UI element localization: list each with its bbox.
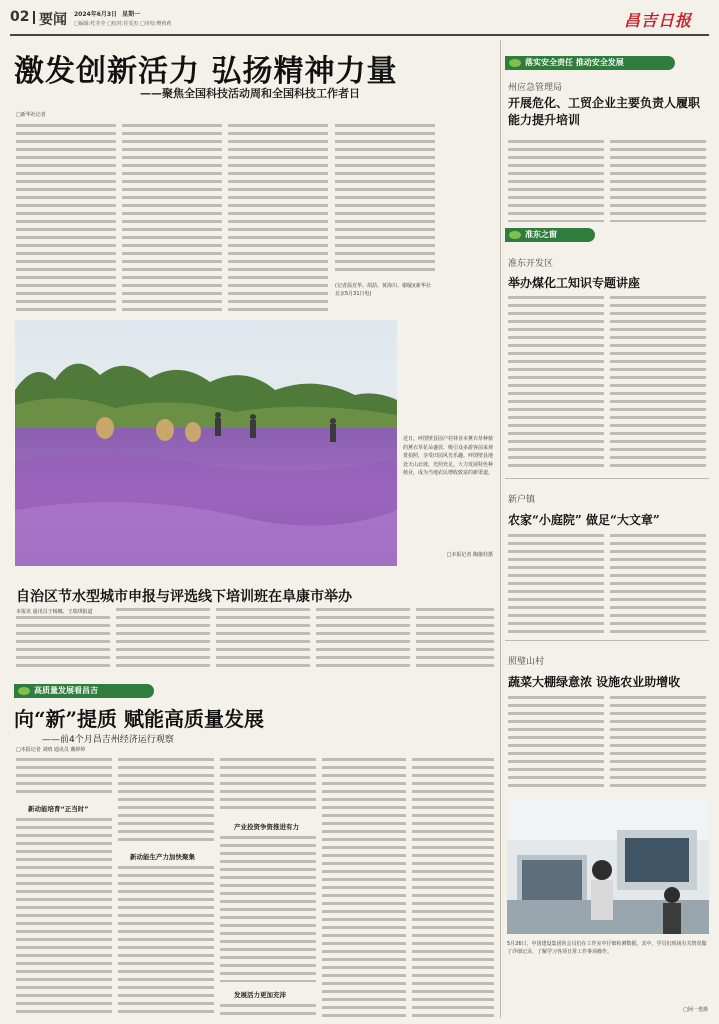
story2-body-col-5 [416, 608, 494, 672]
editor-credits: □编辑:牝莹莹 □校对:任雯杰 □审校:樊莉莉 [74, 21, 172, 27]
story2-body-col-4 [316, 608, 410, 672]
workshop-photo-credit: □阿一勇摄 [683, 1007, 708, 1013]
quality-subhead-4: 发展活力更加充沛 [234, 991, 286, 999]
lead-source: □新华社记者 [16, 112, 46, 118]
quality-subhead-2: 新动能生产力加快聚集 [130, 853, 195, 861]
zhundong-kicker: 准东开发区 [508, 259, 554, 269]
section-banner-quality-label: 高质量发展看昌吉 [34, 686, 98, 695]
story2-headline: 自治区节水型城市申报与评选线下培训班在阜康市举办 [16, 589, 352, 605]
section-name: 要闻 [39, 12, 67, 28]
safety-body-col-2 [610, 140, 706, 222]
quality-body-col-3a [220, 758, 316, 814]
zhaobi-kicker: 照璧山村 [508, 657, 545, 667]
quality-body-col-3c [220, 1004, 316, 1018]
lavender-photo-credit: □本报记者 陶俊娃摄 [446, 552, 493, 558]
quality-body-col-3b [220, 836, 316, 982]
issue-date [74, 9, 140, 18]
lead-body-col-3 [228, 124, 328, 311]
quality-body-col-4 [322, 758, 406, 1018]
workshop-photo [507, 800, 709, 934]
zhaobi-body-col-2 [610, 696, 706, 790]
section-divider-bar [33, 11, 35, 24]
xinhu-body-col-2 [610, 534, 706, 634]
lavender-photo [15, 320, 397, 566]
quality-body-col-2a [118, 758, 214, 844]
lavender-field-image [15, 320, 397, 566]
quality-body-col-2b [118, 866, 214, 1018]
story2-byline: 本报讯 通讯员于杨娜、王瑞琪报道 [16, 609, 93, 615]
safety-headline: 开展危化、工贸企业主要负责人履职能力提升培训 [508, 96, 701, 127]
section-banner-safety-label: 落实安全责任 推动安全发展 [525, 58, 624, 67]
xinhu-headline: 农家“小庭院” 做足“大文章” [508, 513, 660, 527]
story2-body-col-2 [116, 608, 210, 672]
quality-body-col-1b [16, 818, 112, 1018]
quality-subhead: ——前4个月昌吉州经济运行观察 [42, 735, 174, 745]
lead-body-col-2 [122, 124, 222, 311]
xinhu-body-col-1 [508, 534, 604, 634]
masthead [0, 0, 719, 36]
lavender-photo-caption: 近日，呼图壁县园户村林业本薰衣草种植的薰衣草花朵盛放，吸引众多游客前来观赏拍照，享受田园风光乐趣。呼图壁县地处天山北坡，光照充足，大力发展特色种植业，成为当地农民增收致富的新渠道。 [403, 436, 494, 476]
story2-body-col-1 [16, 616, 110, 672]
quality-body-col-5 [412, 758, 494, 1018]
quality-subhead-1: 新动能培育“正当时” [28, 805, 89, 813]
quality-byline: □本报记者 刘晴 通讯员 戴婷婷 [16, 747, 86, 753]
date-text: 2024年6月3日 [74, 11, 118, 18]
workshop-image [507, 800, 709, 934]
lead-headline: 激发创新活力 弘扬精神力量 [14, 54, 398, 89]
workshop-photo-caption: 5月26日，中国建设集团的会员们在工作室中仔细检测数据。其中，学员们现场有关情况做了详细记录，了解学习各项日常工作事项操作。 [507, 941, 707, 955]
column-divider [500, 40, 501, 1018]
story2-body-col-3 [216, 608, 310, 672]
lead-body-col-1 [16, 124, 116, 311]
section-banner-zhundong [505, 228, 595, 242]
quality-subhead-3: 产业投资争资推进有力 [234, 823, 299, 831]
zhundong-body-col-1 [508, 296, 604, 470]
page-number: 02 [10, 9, 30, 25]
xinhu-kicker: 新户镇 [508, 495, 536, 505]
section-banner-quality [14, 684, 154, 698]
newspaper-logo: 昌吉日报 [624, 11, 693, 30]
right-divider-1 [505, 478, 709, 479]
safety-kicker: 州应急管理局 [508, 83, 563, 93]
zhaobi-body-col-1 [508, 696, 604, 790]
quality-body-col-1a [16, 758, 112, 798]
zhaobi-headline: 蔬菜大棚绿意浓 设施农业助增收 [508, 675, 681, 689]
weekday-text: 星期一 [122, 11, 141, 18]
section-banner-safety [505, 56, 675, 70]
section-banner-zhundong-label: 准东之窗 [525, 230, 557, 239]
masthead-rule [10, 34, 709, 36]
zhundong-body-col-2 [610, 296, 706, 470]
lead-body-col-4 [335, 124, 435, 274]
right-divider-2 [505, 640, 709, 641]
zhundong-headline: 举办煤化工知识专题讲座 [508, 276, 641, 290]
safety-body-col-1 [508, 140, 604, 222]
quality-headline: 向“新”提质 赋能高质量发展 [14, 707, 264, 731]
wire-credit: (记者温竞华、胡喆、黄海川、谢璇)(新华社北京5月31日电) [335, 283, 431, 297]
lead-subhead: ——聚焦全国科技活动周和全国科技工作者日 [140, 87, 360, 100]
